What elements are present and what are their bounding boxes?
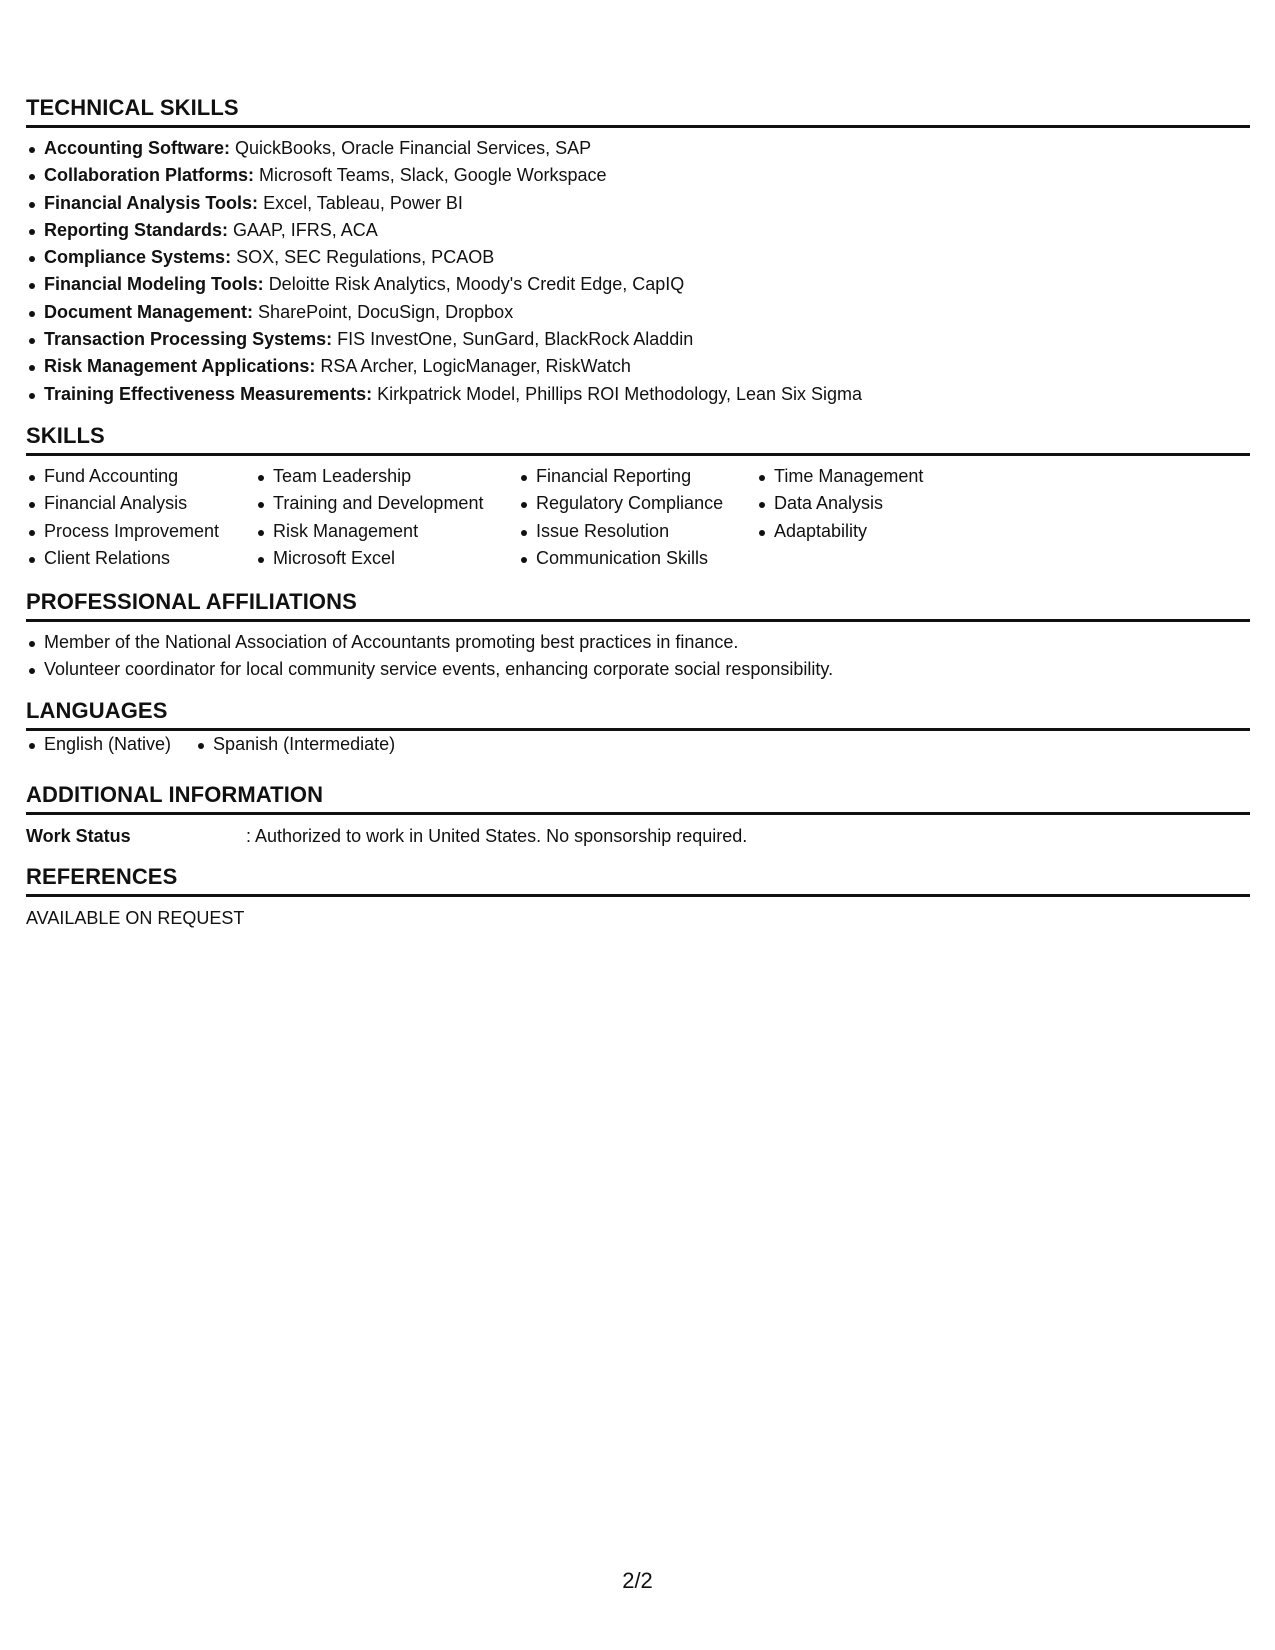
technical-skills-section bbox=[26, 95, 1250, 408]
references-text: AVAILABLE ON REQUEST bbox=[26, 908, 245, 928]
list-item: Collaboration Platforms: Microsoft Teams, Slack, Google Workspace bbox=[26, 162, 1250, 189]
languages-section bbox=[26, 698, 1250, 758]
technical-skills-list bbox=[26, 135, 1250, 408]
section-title-references: REFERENCES bbox=[26, 864, 1250, 897]
skills-section bbox=[26, 423, 1250, 572]
list-item: Financial Reporting bbox=[518, 463, 756, 490]
list-item: Compliance Systems: SOX, SEC Regulations, PCAOB bbox=[26, 244, 1250, 271]
list-item: Volunteer coordinator for local community service events, enhancing corporate social responsibility. bbox=[26, 656, 1250, 683]
list-item: Regulatory Compliance bbox=[518, 490, 756, 517]
languages-list bbox=[26, 731, 1250, 758]
list-item: Financial Analysis Tools: Excel, Tableau, Power BI bbox=[26, 190, 1250, 217]
list-item: Adaptability bbox=[756, 518, 996, 545]
additional-information-section bbox=[26, 782, 1250, 849]
list-item: Reporting Standards: GAAP, IFRS, ACA bbox=[26, 217, 1250, 244]
list-item: Transaction Processing Systems: FIS InvestOne, SunGard, BlackRock Aladdin bbox=[26, 326, 1250, 353]
references-section bbox=[26, 864, 1250, 931]
section-title-skills: SKILLS bbox=[26, 423, 1250, 456]
list-item: Time Management bbox=[756, 463, 996, 490]
list-item: Microsoft Excel bbox=[255, 545, 518, 572]
skills-column-2 bbox=[255, 463, 518, 572]
skills-column-4 bbox=[756, 463, 996, 572]
list-item: Issue Resolution bbox=[518, 518, 756, 545]
list-item: Financial Modeling Tools: Deloitte Risk Analytics, Moody's Credit Edge, CapIQ bbox=[26, 271, 1250, 298]
section-title-affiliations: PROFESSIONAL AFFILIATIONS bbox=[26, 589, 1250, 622]
list-item: Client Relations bbox=[26, 545, 255, 572]
list-item: Member of the National Association of Accountants promoting best practices in finance. bbox=[26, 629, 1250, 656]
page-number: 2/2 bbox=[622, 1568, 653, 1593]
list-item: English (Native) bbox=[26, 731, 171, 758]
section-title-languages: LANGUAGES bbox=[26, 698, 1250, 731]
list-item: Fund Accounting bbox=[26, 463, 255, 490]
skills-column-3 bbox=[518, 463, 756, 572]
list-item: Team Leadership bbox=[255, 463, 518, 490]
list-item: Process Improvement bbox=[26, 518, 255, 545]
section-title-additional-information: ADDITIONAL INFORMATION bbox=[26, 782, 1250, 815]
list-item: Training Effectiveness Measurements: Kirkpatrick Model, Phillips ROI Methodology, Lean Six Sigma bbox=[26, 381, 1250, 408]
affiliations-list bbox=[26, 629, 1250, 684]
work-status-value: : Authorized to work in United States. No sponsorship required. bbox=[246, 826, 748, 846]
work-status-row bbox=[26, 823, 1250, 849]
skills-grid bbox=[26, 463, 1250, 572]
list-item: Document Management: SharePoint, DocuSign, Dropbox bbox=[26, 299, 1250, 326]
list-item: Training and Development bbox=[255, 490, 518, 517]
skills-column-1 bbox=[26, 463, 255, 572]
list-item: Risk Management Applications: RSA Archer, LogicManager, RiskWatch bbox=[26, 353, 1250, 380]
section-title-technical-skills: TECHNICAL SKILLS bbox=[26, 95, 1250, 128]
work-status-label: Work Status bbox=[26, 826, 131, 846]
list-item: Risk Management bbox=[255, 518, 518, 545]
list-item: Spanish (Intermediate) bbox=[195, 731, 395, 758]
list-item: Financial Analysis bbox=[26, 490, 255, 517]
affiliations-section bbox=[26, 589, 1250, 684]
list-item: Accounting Software: QuickBooks, Oracle Financial Services, SAP bbox=[26, 135, 1250, 162]
list-item: Data Analysis bbox=[756, 490, 996, 517]
list-item: Communication Skills bbox=[518, 545, 756, 572]
